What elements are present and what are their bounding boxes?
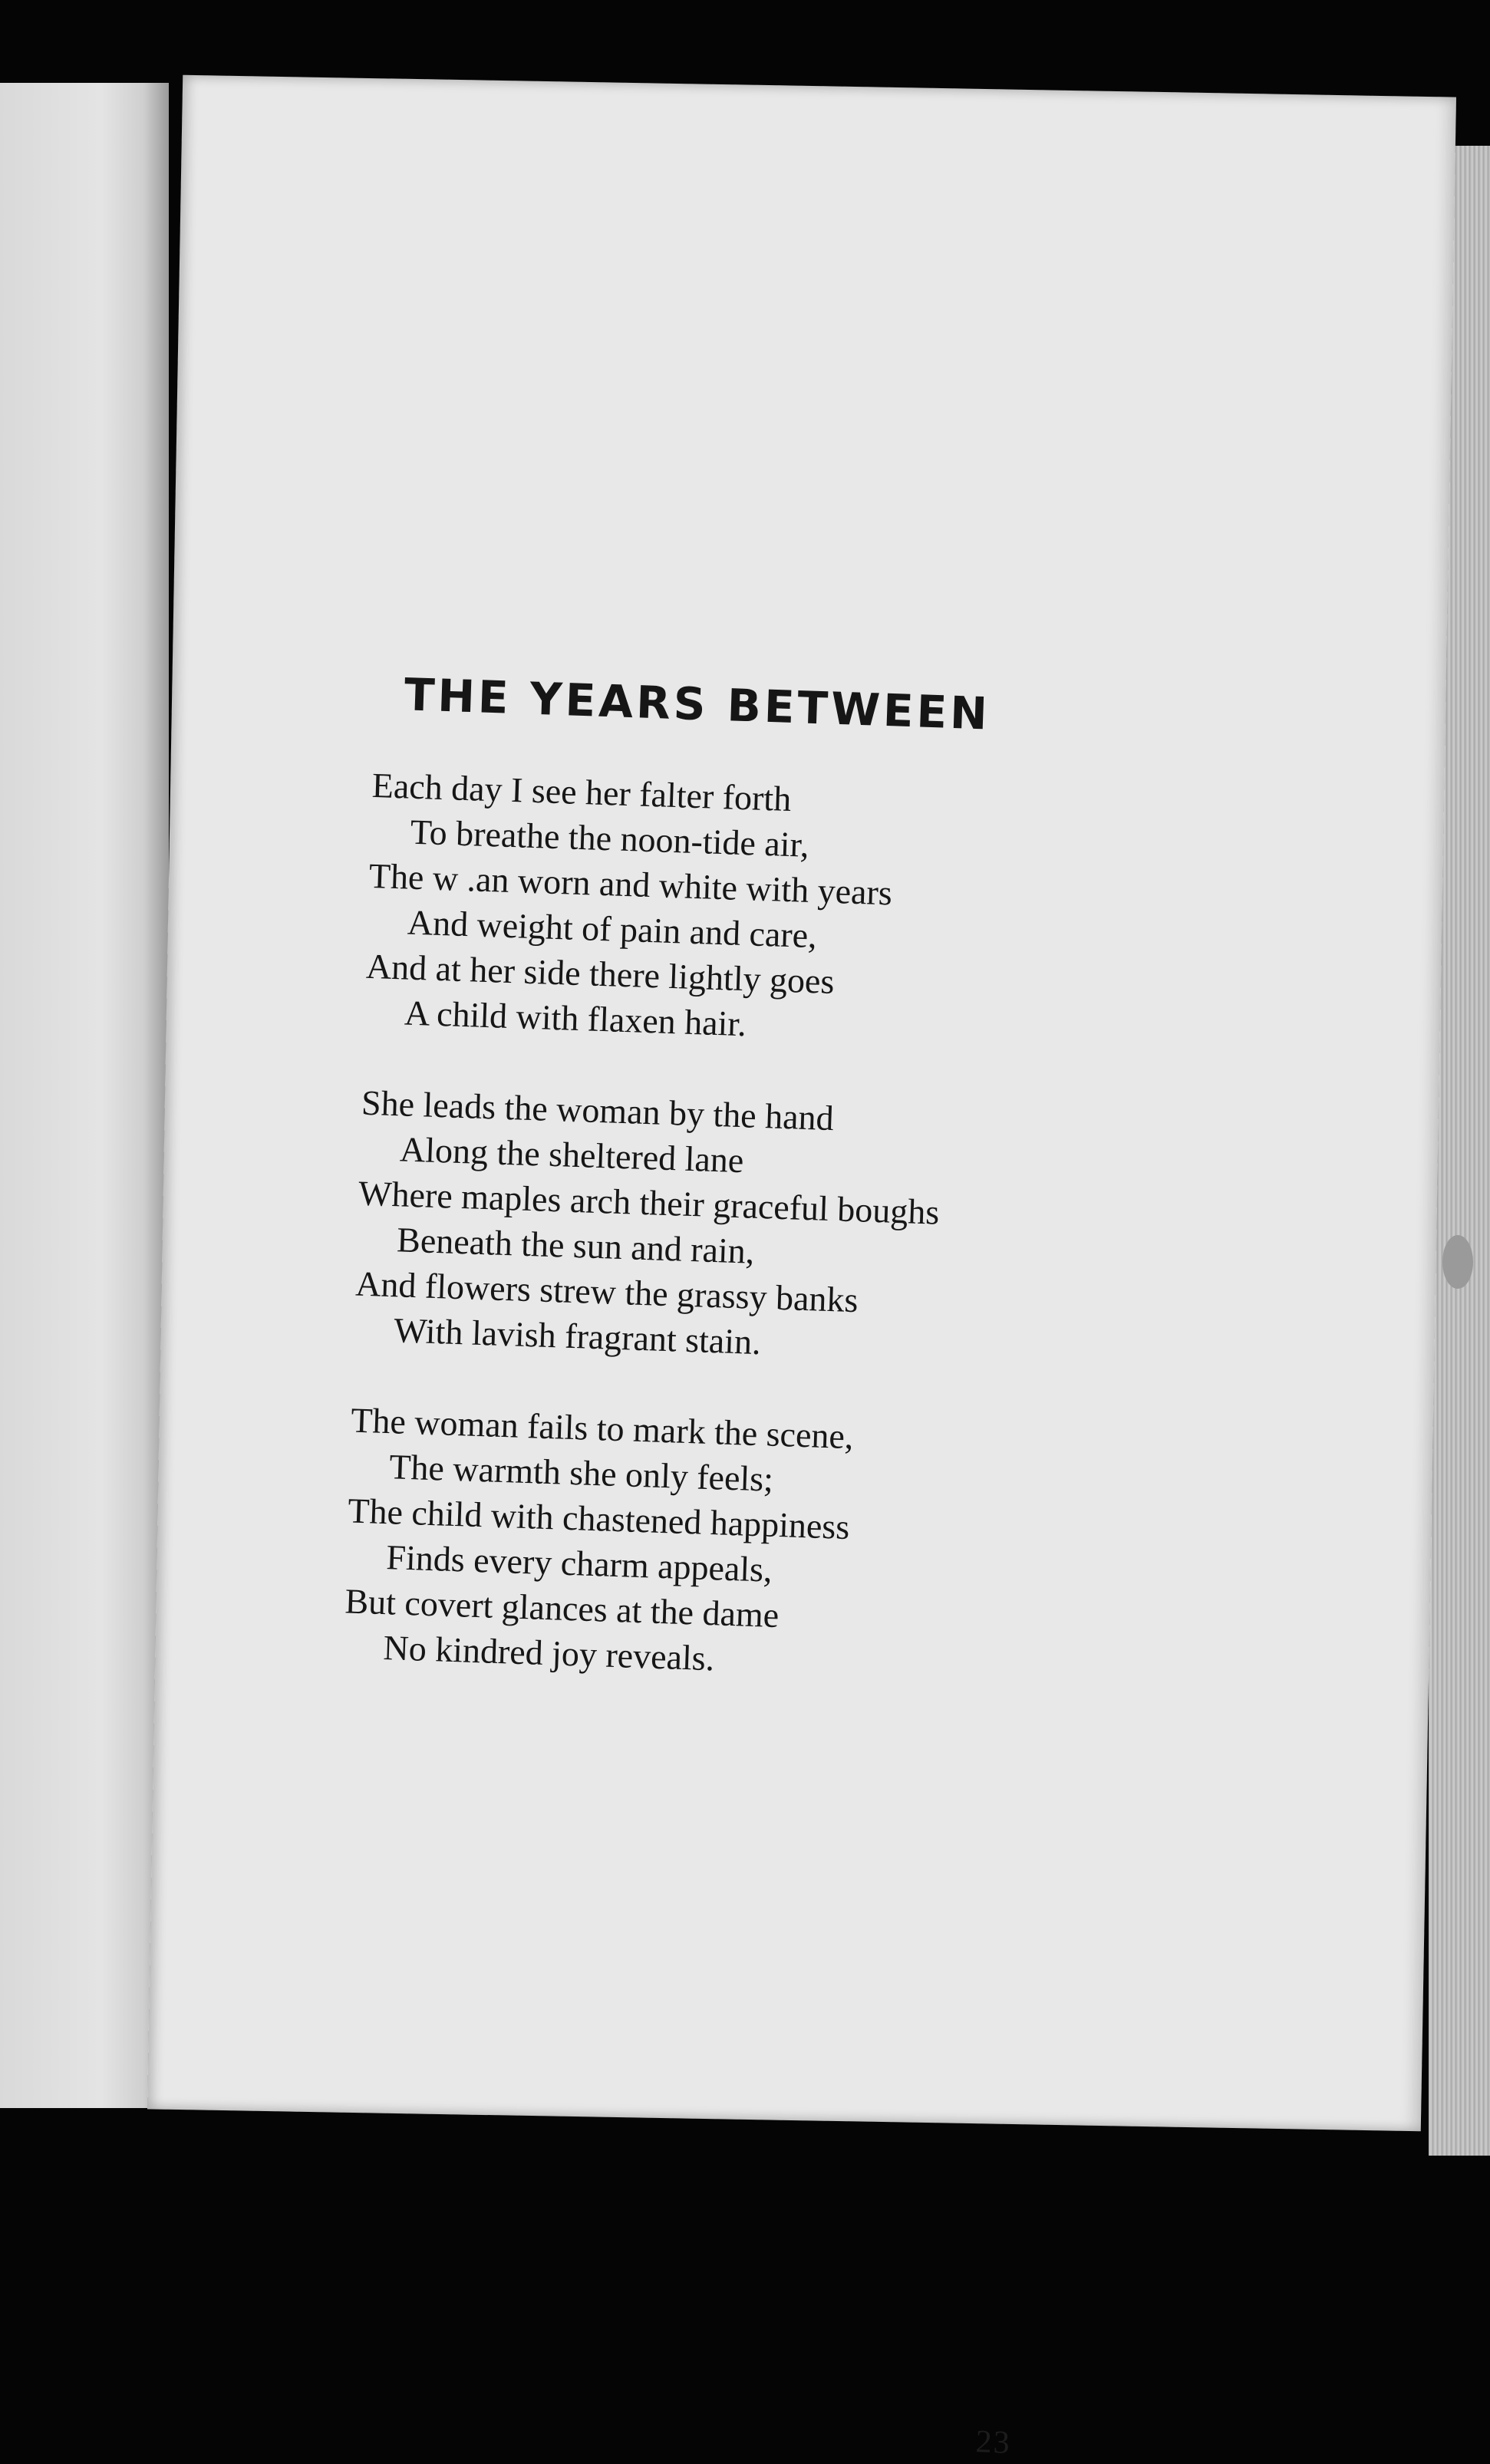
scan-speck xyxy=(1442,1235,1473,1289)
previous-page-edge xyxy=(0,83,169,2108)
poem-line: But covert glances at the dame xyxy=(344,1581,780,1636)
poem-line: And flowers strew the grassy banks xyxy=(354,1263,859,1320)
poem-line: Beneath the sun and rain, xyxy=(396,1220,756,1271)
poem-line: She leads the woman by the hand xyxy=(361,1082,835,1138)
poem-line: To breathe the noon-tide air, xyxy=(410,812,810,865)
poem-line: And at her side there lightly goes xyxy=(365,946,836,1002)
page-number: 23 xyxy=(974,2424,1012,2461)
poem-line: The child with chastened happiness xyxy=(347,1491,851,1547)
poem-line: Each day I see her falter forth xyxy=(371,765,793,819)
poem-title: THE YEARS BETWEEN xyxy=(403,668,991,740)
poem-line: The warmth she only feels; xyxy=(388,1447,774,1499)
poem-line: Finds every charm appeals, xyxy=(385,1537,773,1589)
poem-line: A child with flaxen hair. xyxy=(404,993,747,1044)
poem-line: The w .an worn and white with years xyxy=(368,855,893,913)
poem-line: With lavish fragrant stain. xyxy=(393,1310,762,1362)
poem xyxy=(341,667,1143,2461)
stanza-2 xyxy=(353,1080,1129,1377)
poem-line: No kindred joy reveals. xyxy=(382,1628,716,1678)
poem-line: The woman fails to mark the scene, xyxy=(350,1400,855,1457)
poem-line: Where maples arch their graceful boughs xyxy=(358,1173,941,1232)
poem-line: And weight of pain and care, xyxy=(407,902,818,956)
stanza-1 xyxy=(364,763,1139,1059)
poem-line: Along the sheltered lane xyxy=(399,1129,745,1181)
stanza-3 xyxy=(343,1397,1119,1694)
